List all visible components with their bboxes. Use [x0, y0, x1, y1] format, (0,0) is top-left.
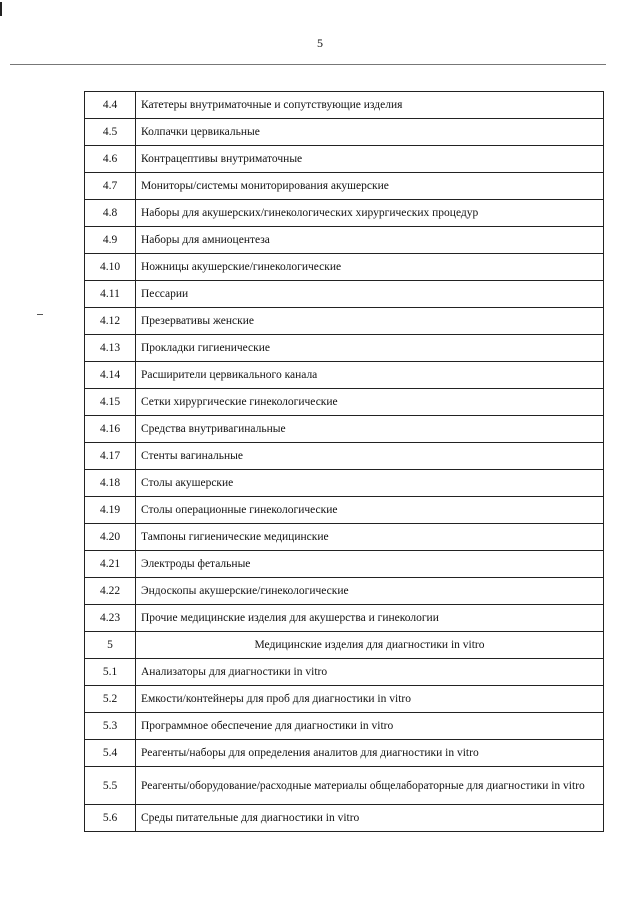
item-number: 4.9 — [85, 227, 136, 254]
item-number: 4.4 — [85, 92, 136, 119]
item-name: Прокладки гигиенические — [136, 335, 604, 362]
item-name: Анализаторы для диагностики in vitro — [136, 659, 604, 686]
item-name: Эндоскопы акушерские/гинекологические — [136, 578, 604, 605]
item-name: Ножницы акушерские/гинекологические — [136, 254, 604, 281]
table-row — [85, 335, 604, 362]
item-number: 4.7 — [85, 173, 136, 200]
item-number: 4.22 — [85, 578, 136, 605]
table-row — [85, 605, 604, 632]
table-row — [85, 578, 604, 605]
table-row — [85, 281, 604, 308]
item-number: 4.18 — [85, 470, 136, 497]
item-name: Презервативы женские — [136, 308, 604, 335]
item-name: Катетеры внутриматочные и сопутствующие изделия — [136, 92, 604, 119]
item-number: 4.17 — [85, 443, 136, 470]
table-row — [85, 92, 604, 119]
item-number: 4.19 — [85, 497, 136, 524]
item-name: Наборы для амниоцентеза — [136, 227, 604, 254]
item-number: 4.10 — [85, 254, 136, 281]
item-number: 5.5 — [85, 767, 136, 805]
item-number: 4.15 — [85, 389, 136, 416]
table-row — [85, 686, 604, 713]
table-row — [85, 227, 604, 254]
table-row — [85, 173, 604, 200]
item-name: Стенты вагинальные — [136, 443, 604, 470]
item-name: Средства внутривагинальные — [136, 416, 604, 443]
table-row — [85, 524, 604, 551]
table-body — [85, 92, 604, 832]
table-row — [85, 551, 604, 578]
item-name: Тампоны гигиенические медицинские — [136, 524, 604, 551]
item-number: 5.6 — [85, 805, 136, 832]
table-row — [85, 497, 604, 524]
item-number: 5.3 — [85, 713, 136, 740]
item-number: 5.1 — [85, 659, 136, 686]
section-row — [85, 632, 604, 659]
item-name: Пессарии — [136, 281, 604, 308]
item-name: Программное обеспечение для диагностики in vitro — [136, 713, 604, 740]
medical-devices-table — [84, 91, 604, 832]
item-name: Столы акушерские — [136, 470, 604, 497]
item-number: 4.5 — [85, 119, 136, 146]
item-number: 4.21 — [85, 551, 136, 578]
item-name: Прочие медицинские изделия для акушерства и гинекологии — [136, 605, 604, 632]
table-row — [85, 659, 604, 686]
table-row — [85, 740, 604, 767]
table-row — [85, 470, 604, 497]
margin-mark — [37, 314, 43, 315]
table-row — [85, 389, 604, 416]
item-name: Мониторы/системы мониторирования акушерские — [136, 173, 604, 200]
item-name: Электроды фетальные — [136, 551, 604, 578]
item-name: Наборы для акушерских/гинекологических хирургических процедур — [136, 200, 604, 227]
item-number: 4.14 — [85, 362, 136, 389]
table-row — [85, 713, 604, 740]
table-row — [85, 254, 604, 281]
table-row — [85, 146, 604, 173]
item-number: 4.8 — [85, 200, 136, 227]
item-name: Столы операционные гинекологические — [136, 497, 604, 524]
item-number: 5.2 — [85, 686, 136, 713]
header-rule — [10, 64, 606, 65]
item-name: Контрацептивы внутриматочные — [136, 146, 604, 173]
item-name: Сетки хирургические гинекологические — [136, 389, 604, 416]
section-title: Медицинские изделия для диагностики in vitro — [136, 632, 604, 659]
item-name: Реагенты/наборы для определения аналитов для диагностики in vitro — [136, 740, 604, 767]
table-row — [85, 416, 604, 443]
item-number: 4.11 — [85, 281, 136, 308]
table-row — [85, 200, 604, 227]
scan-corner-mark — [0, 2, 5, 16]
item-number: 4.23 — [85, 605, 136, 632]
item-name: Расширители цервикального канала — [136, 362, 604, 389]
table-row — [85, 308, 604, 335]
item-number: 4.6 — [85, 146, 136, 173]
item-number: 4.12 — [85, 308, 136, 335]
item-name: Колпачки цервикальные — [136, 119, 604, 146]
table-row — [85, 119, 604, 146]
item-number: 5 — [85, 632, 136, 659]
item-name: Емкости/контейнеры для проб для диагностики in vitro — [136, 686, 604, 713]
table-row — [85, 805, 604, 832]
table-row — [85, 443, 604, 470]
item-number: 5.4 — [85, 740, 136, 767]
item-number: 4.16 — [85, 416, 136, 443]
table-row — [85, 362, 604, 389]
item-name: Реагенты/оборудование/расходные материалы общелабораторные для диагностики in vitro — [136, 767, 604, 805]
item-name: Среды питательные для диагностики in vitro — [136, 805, 604, 832]
table-row — [85, 767, 604, 805]
item-number: 4.20 — [85, 524, 136, 551]
item-number: 4.13 — [85, 335, 136, 362]
page-number: 5 — [317, 36, 323, 50]
